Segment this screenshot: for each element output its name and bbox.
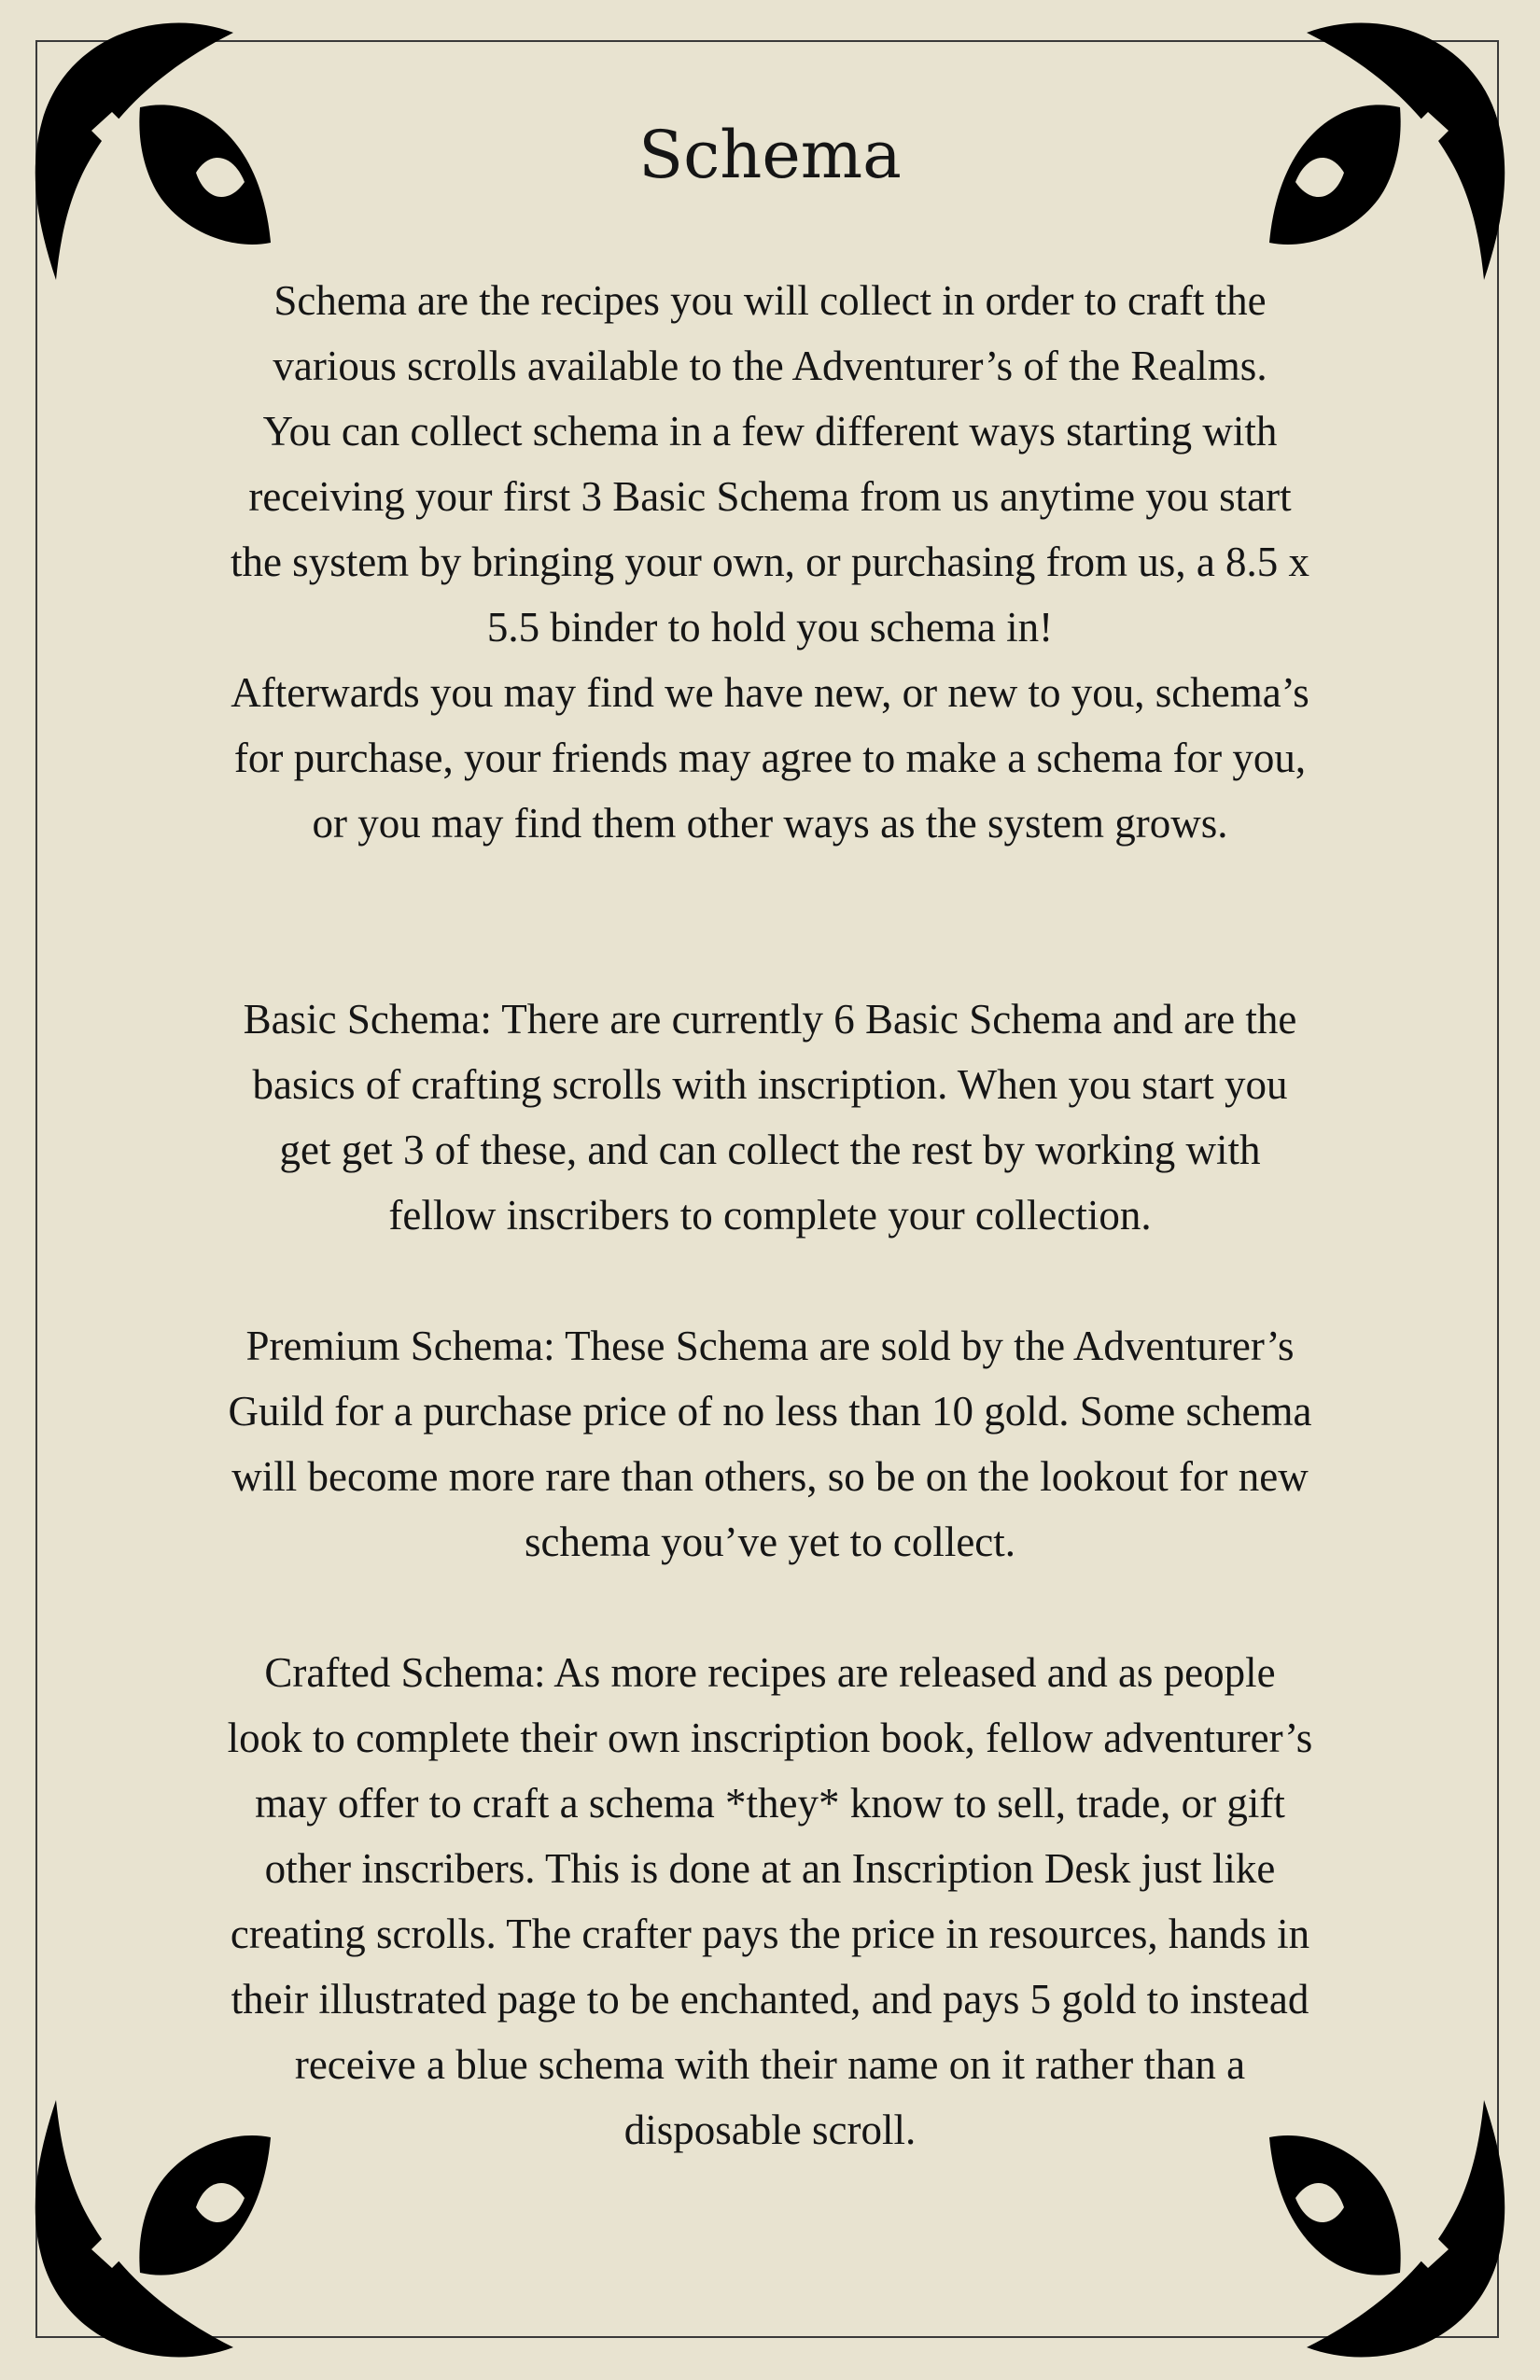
intro-paragraph-3: Afterwards you may find we have new, or new to you, schema’s for purchase, your friends may agree to make a schema for you, or you may find them other ways as the system grows. [231,669,1309,847]
premium-schema-paragraph: Premium Schema: These Schema are sold by the Adventurer’s Guild for a purchase price of no less than 10 gold. Some schema will become more rare than others, so be on the lookout for new schema you’ve yet to collect. [228,1323,1312,1565]
page-body [222,268,1318,2163]
basic-schema-paragraph: Basic Schema: There are currently 6 Basic Schema and are the basics of crafting scrolls with inscription. When you start you get get 3 of these, and can collect the rest by working with fellow inscribers to complete your collection. [243,996,1297,1239]
spacer [222,856,1318,987]
spacer [222,1248,1318,1313]
intro-paragraph-1: Schema are the recipes you will collect in order to craft the various scrolls available to the Adventurer’s of the Realms. [273,277,1267,389]
page-title: Schema [638,117,902,193]
spacer [222,1575,1318,1640]
intro-paragraph-2: You can collect schema in a few different ways starting with receiving your first 3 Basic Schema from us anytime you start the system by bringing your own, or purchasing from us, a 8.5 x 5.5 binder to hold you schema in! [230,408,1310,651]
crafted-schema-paragraph: Crafted Schema: As more recipes are released and as people look to complete their own inscription book, fellow adventurer’s may offer to craft a schema *they* know to sell, trade, or gift other inscribers. This is done at an Inscription Desk just like creating scrolls. The crafter pays the price in resources, hands in their illustrated page to be enchanted, and pays 5 gold to instead receive a blue schema with their name on it rather than a disposable scroll. [227,1649,1313,2153]
